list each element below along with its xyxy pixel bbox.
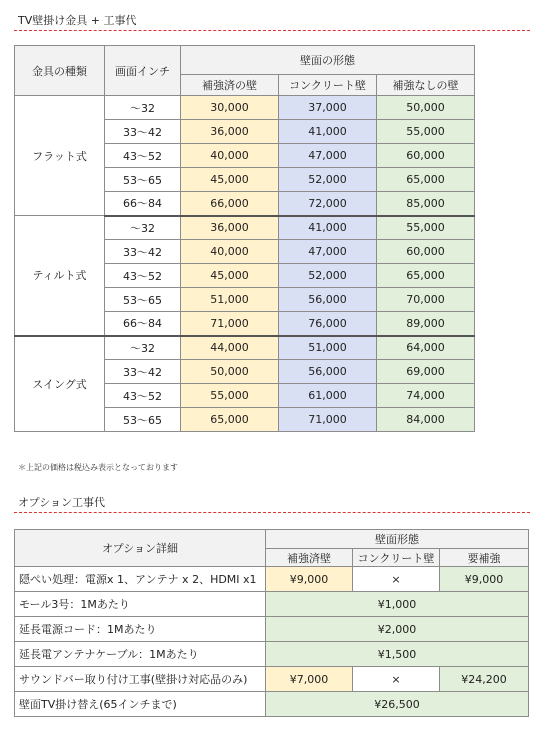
price-reinforced: 30,000 <box>181 96 279 120</box>
price-reinforced: ¥9,000 <box>266 567 353 592</box>
price-unreinforced: 65,000 <box>377 264 475 288</box>
section1-title: TV壁掛け金具 + 工事代 <box>18 14 137 27</box>
price-concrete: 52,000 <box>279 168 377 192</box>
price-reinforced: 44,000 <box>181 336 279 360</box>
price-concrete: 37,000 <box>279 96 377 120</box>
price-concrete: 41,000 <box>279 120 377 144</box>
inch-cell: ～32 <box>105 96 181 120</box>
mount-type-swing: スイング式 <box>15 336 105 432</box>
price-unreinforced: 85,000 <box>377 192 475 216</box>
inch-cell: 53～65 <box>105 168 181 192</box>
header-wall-type-group: 壁面形態 <box>266 530 529 549</box>
inch-cell: 53～65 <box>105 288 181 312</box>
table-row <box>15 592 529 617</box>
option-item: 隠ぺい処理：電源x 1、アンテナ x 2、HDMI x1 <box>15 567 266 592</box>
section2-title: オプション工事代 <box>18 496 106 509</box>
price-unreinforced: 60,000 <box>377 144 475 168</box>
price-concrete: 76,000 <box>279 312 377 336</box>
price-reinforced: 45,000 <box>181 168 279 192</box>
mount-type-flat: フラット式 <box>15 96 105 216</box>
price-all-walls: ¥1,000 <box>266 592 529 617</box>
inch-cell: 53～65 <box>105 408 181 432</box>
price-reinforced: 65,000 <box>181 408 279 432</box>
header-mount-type: 金具の種類 <box>15 46 105 96</box>
header-wall-type-group: 壁面の形態 <box>181 46 475 75</box>
header-unreinforced-wall: 補強なしの壁 <box>377 75 475 96</box>
header-reinforced-wall: 補強済の壁 <box>181 75 279 96</box>
price-reinforced: 36,000 <box>181 216 279 240</box>
price-reinforced: 36,000 <box>181 120 279 144</box>
inch-cell: ～32 <box>105 216 181 240</box>
price-concrete: 52,000 <box>279 264 377 288</box>
mount-type-tilt: ティルト式 <box>15 216 105 336</box>
inch-cell: 66～84 <box>105 312 181 336</box>
header-concrete-wall: コンクリート壁 <box>353 549 440 567</box>
price-concrete: 61,000 <box>279 384 377 408</box>
header-option-detail: オプション詳細 <box>15 530 266 567</box>
inch-cell: 33～42 <box>105 360 181 384</box>
inch-cell: ～32 <box>105 336 181 360</box>
price-reinforced: 40,000 <box>181 144 279 168</box>
table-row <box>15 692 529 717</box>
price-all-walls: ¥2,000 <box>266 617 529 642</box>
inch-cell: 33～42 <box>105 120 181 144</box>
price-concrete: 51,000 <box>279 336 377 360</box>
table-row <box>15 96 475 120</box>
price-unreinforced: 64,000 <box>377 336 475 360</box>
price-reinforced: 45,000 <box>181 264 279 288</box>
section2-divider <box>14 512 530 513</box>
header-reinforced-wall: 補強済壁 <box>266 549 353 567</box>
price-unreinforced: 55,000 <box>377 216 475 240</box>
table-row <box>15 567 529 592</box>
option-item: モール3号：1Mあたり <box>15 592 266 617</box>
price-all-walls: ¥26,500 <box>266 692 529 717</box>
inch-cell: 33～42 <box>105 240 181 264</box>
inch-cell: 43～52 <box>105 144 181 168</box>
price-reinforced: 55,000 <box>181 384 279 408</box>
price-concrete: × <box>353 567 440 592</box>
price-concrete: 56,000 <box>279 288 377 312</box>
price-unreinforced: 60,000 <box>377 240 475 264</box>
wall-mount-price-table <box>14 45 475 432</box>
price-reinforced: 50,000 <box>181 360 279 384</box>
price-all-walls: ¥1,500 <box>266 642 529 667</box>
price-reinforced: ¥7,000 <box>266 667 353 692</box>
price-needs-reinforcement: ¥9,000 <box>440 567 529 592</box>
inch-cell: 43～52 <box>105 384 181 408</box>
price-concrete: 71,000 <box>279 408 377 432</box>
table-row <box>15 667 529 692</box>
inch-cell: 43～52 <box>105 264 181 288</box>
price-reinforced: 51,000 <box>181 288 279 312</box>
price-unreinforced: 74,000 <box>377 384 475 408</box>
price-concrete: 47,000 <box>279 240 377 264</box>
price-concrete: 72,000 <box>279 192 377 216</box>
price-unreinforced: 70,000 <box>377 288 475 312</box>
option-item: 延長電源コード：1Mあたり <box>15 617 266 642</box>
header-screen-inch: 画面インチ <box>105 46 181 96</box>
table-row <box>15 642 529 667</box>
header-concrete-wall: コンクリート壁 <box>279 75 377 96</box>
option-price-table <box>14 529 529 717</box>
option-item: 延長電アンテナケーブル：1Mあたり <box>15 642 266 667</box>
price-reinforced: 66,000 <box>181 192 279 216</box>
price-concrete: 41,000 <box>279 216 377 240</box>
table-row <box>15 216 475 240</box>
tax-note: ＊上記の価格は税込み表示となっております <box>18 463 178 472</box>
option-item: サウンドバー取り付け工事(壁掛け対応品のみ) <box>15 667 266 692</box>
price-needs-reinforcement: ¥24,200 <box>440 667 529 692</box>
table-row <box>15 336 475 360</box>
price-unreinforced: 65,000 <box>377 168 475 192</box>
section1-divider <box>14 30 530 31</box>
table-row <box>15 617 529 642</box>
price-reinforced: 71,000 <box>181 312 279 336</box>
price-unreinforced: 69,000 <box>377 360 475 384</box>
price-unreinforced: 89,000 <box>377 312 475 336</box>
price-concrete: 47,000 <box>279 144 377 168</box>
price-concrete: 56,000 <box>279 360 377 384</box>
price-reinforced: 40,000 <box>181 240 279 264</box>
price-unreinforced: 84,000 <box>377 408 475 432</box>
price-unreinforced: 50,000 <box>377 96 475 120</box>
price-unreinforced: 55,000 <box>377 120 475 144</box>
header-needs-reinforcement: 要補強 <box>440 549 529 567</box>
inch-cell: 66～84 <box>105 192 181 216</box>
price-concrete: × <box>353 667 440 692</box>
option-item: 壁面TV掛け替え(65インチまで) <box>15 692 266 717</box>
